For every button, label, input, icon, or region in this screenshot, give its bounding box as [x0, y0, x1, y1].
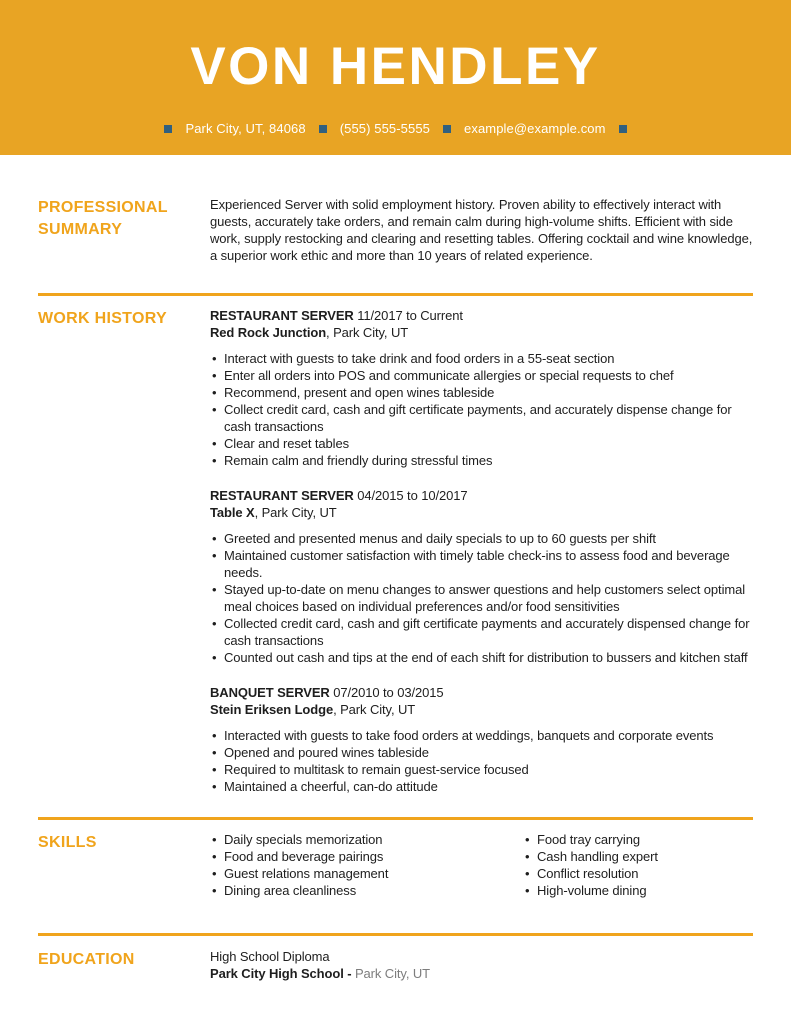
section-divider [38, 293, 753, 296]
contact-line [164, 121, 626, 136]
job-heading [210, 487, 753, 504]
square-bullet-icon [619, 125, 627, 133]
skill-item: • High-volume dining [523, 882, 753, 899]
section-label-professional-summary: PROFESSIONAL SUMMARY [38, 199, 168, 238]
summary-text: Experienced Server with solid employment history. Proven ability to effectively interact with guests, accurately take orders, and remain calm during high-volume shifts. Efficient with side work, supply restocking and clearing and resetting tables. Offering cocktail and wine knowledge, a superior work ethic and more than 10 years of related experience. [210, 197, 753, 263]
bullet-item: • Collected credit card, cash and gift certificate payments and accurately dispensed change for cash transactions [210, 615, 753, 649]
job-dates: 11/2017 to Current [357, 308, 463, 323]
resume-header [0, 0, 791, 155]
job-bullet-list [210, 530, 753, 666]
job-company-line [210, 504, 753, 521]
bullet-item: • Greeted and presented menus and daily specials to up to 60 guests per shift [210, 530, 753, 547]
job-dates: 04/2015 to 10/2017 [357, 488, 468, 503]
job-title: RESTAURANT SERVER [210, 488, 354, 503]
job-company-line [210, 701, 753, 718]
skill-item: • Daily specials memorization [210, 831, 523, 848]
job-entry [210, 684, 753, 795]
skill-item: • Dining area cleanliness [210, 882, 523, 899]
skill-item: • Food and beverage pairings [210, 848, 523, 865]
skills-columns [210, 831, 753, 899]
bullet-item: • Stayed up-to-date on menu changes to answer questions and help customers select optimal meal choices based on individual preferences and/or food sensitivities [210, 581, 753, 615]
bullet-item: • Collect credit card, cash and gift certificate payments, and accurately dispense change for cash transactions [210, 401, 753, 435]
section-professional-summary [38, 196, 753, 264]
job-heading [210, 684, 753, 701]
job-company: Stein Eriksen Lodge [210, 702, 334, 717]
skills-column-2 [523, 831, 753, 899]
job-company: Table X [210, 505, 255, 520]
contact-location: Park City, UT, 84068 [185, 121, 306, 136]
job-bullet-list [210, 350, 753, 469]
bullet-item: • Recommend, present and open wines tableside [210, 384, 753, 401]
section-divider [38, 933, 753, 936]
bullet-item: • Interact with guests to take drink and food orders in a 55-seat section [210, 350, 753, 367]
skill-item: • Cash handling expert [523, 848, 753, 865]
job-heading [210, 307, 753, 324]
work-history-content [210, 307, 753, 795]
page-title: VON HENDLEY [190, 37, 601, 96]
section-education [38, 948, 753, 982]
education-location: Park City, UT [354, 966, 430, 981]
bullet-item: • Remain calm and friendly during stressful times [210, 452, 753, 469]
education-school-line [210, 965, 753, 982]
square-bullet-icon [443, 125, 451, 133]
section-label-skills: SKILLS [38, 834, 97, 851]
resume-body [0, 196, 791, 982]
job-title: RESTAURANT SERVER [210, 308, 354, 323]
section-skills [38, 831, 753, 899]
square-bullet-icon [319, 125, 327, 133]
job-entry [210, 307, 753, 469]
job-location: , Park City, UT [326, 325, 409, 340]
bullet-item: • Interacted with guests to take food orders at weddings, banquets and corporate events [210, 727, 753, 744]
skill-item: • Guest relations management [210, 865, 523, 882]
contact-phone: (555) 555-5555 [339, 121, 431, 136]
skills-content [210, 831, 753, 899]
bullet-item: • Required to multitask to remain guest-service focused [210, 761, 753, 778]
bullet-item: • Maintained customer satisfaction with timely table check-ins to assess food and beverage needs. [210, 547, 753, 581]
education-degree: High School Diploma [210, 949, 330, 964]
skills-column-1 [210, 831, 523, 899]
skill-item: • Conflict resolution [523, 865, 753, 882]
section-divider [38, 817, 753, 820]
square-bullet-icon [164, 125, 172, 133]
bullet-item: • Opened and poured wines tableside [210, 744, 753, 761]
job-location: , Park City, UT [333, 702, 416, 717]
contact-email: example@example.com [464, 121, 606, 136]
job-title: BANQUET SERVER [210, 685, 330, 700]
job-company: Red Rock Junction [210, 325, 327, 340]
bullet-item: • Maintained a cheerful, can-do attitude [210, 778, 753, 795]
job-dates: 07/2010 to 03/2015 [333, 685, 444, 700]
section-work-history [38, 307, 753, 795]
skill-item: • Food tray carrying [523, 831, 753, 848]
bullet-item: • Clear and reset tables [210, 435, 753, 452]
job-entry [210, 487, 753, 666]
section-label-work-history: WORK HISTORY [38, 310, 167, 327]
bullet-item: • Enter all orders into POS and communicate allergies or special requests to chef [210, 367, 753, 384]
job-company-line [210, 324, 753, 341]
bullet-item: • Counted out cash and tips at the end of each shift for distribution to bussers and kitchen staff [210, 649, 753, 666]
education-school: Park City High School - [210, 966, 352, 981]
job-location: , Park City, UT [254, 505, 337, 520]
section-label-education: EDUCATION [38, 951, 135, 968]
job-bullet-list [210, 727, 753, 795]
education-content [210, 948, 753, 982]
